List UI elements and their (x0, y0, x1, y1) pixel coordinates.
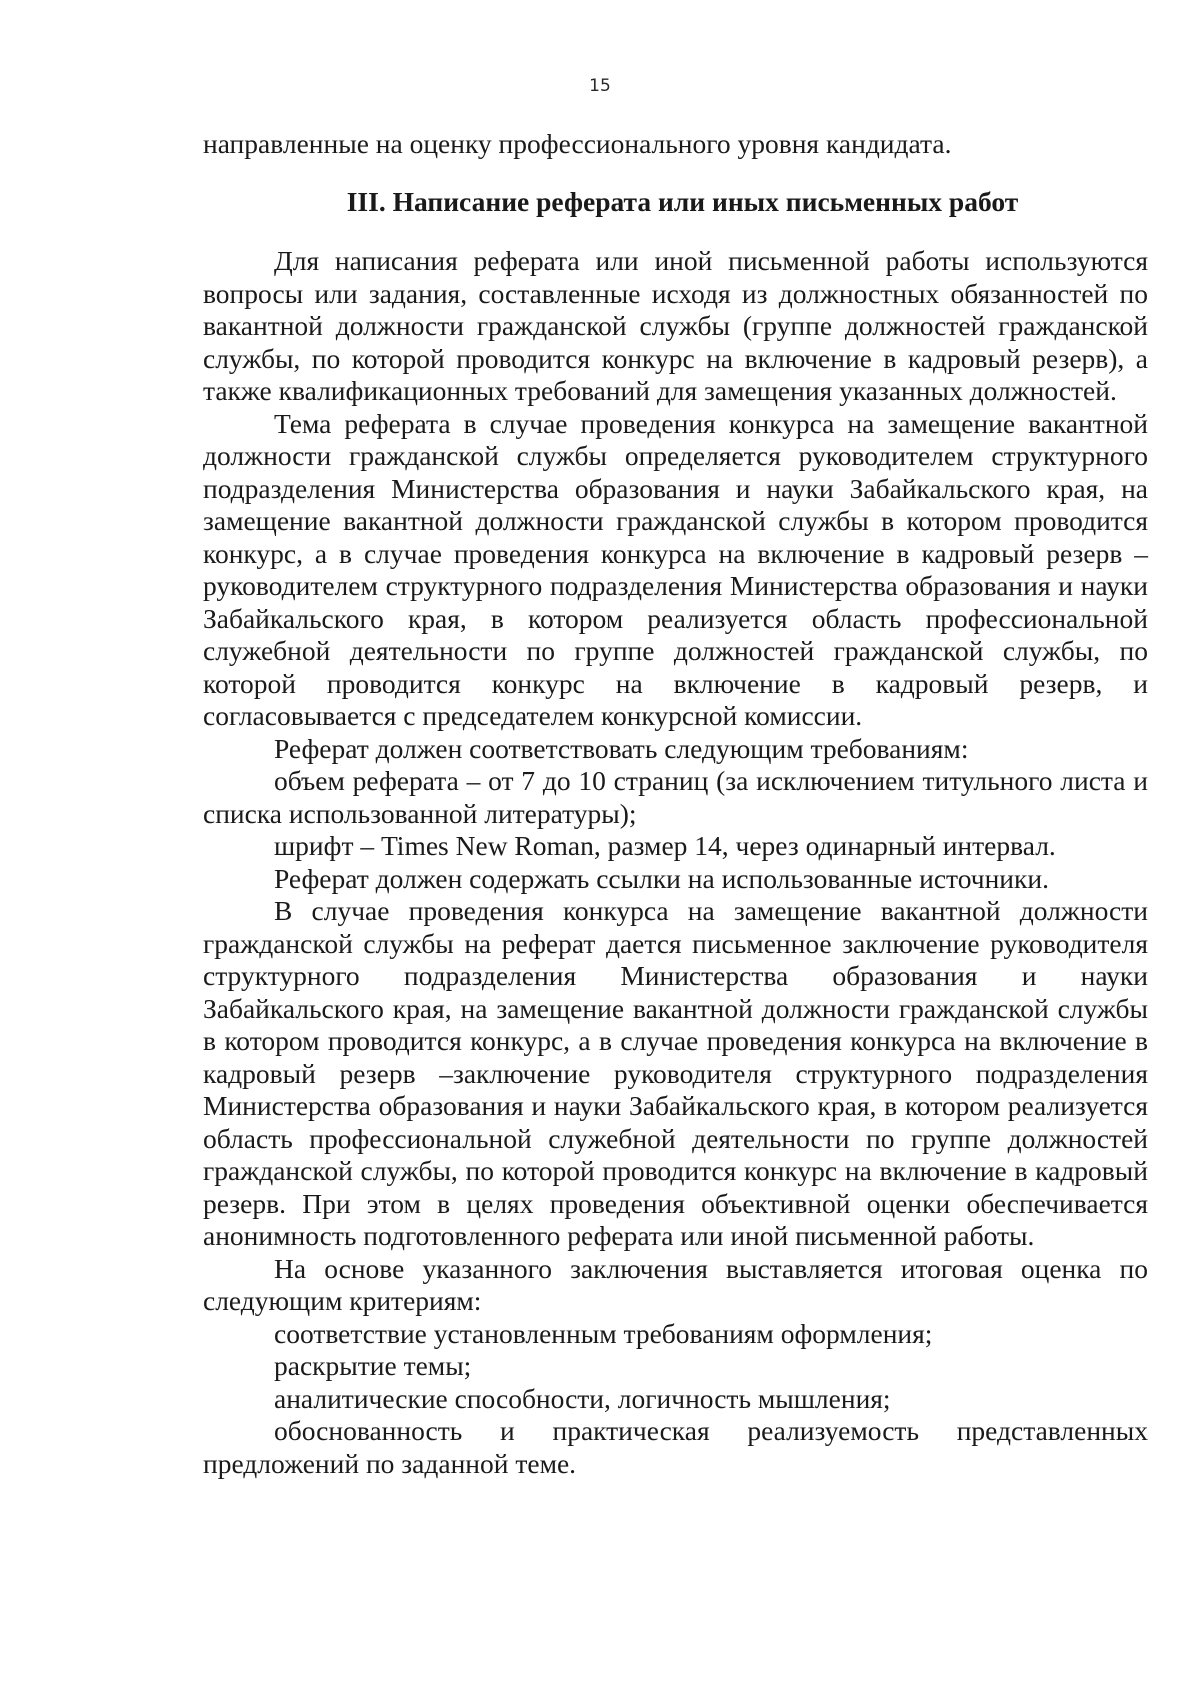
criteria-item: аналитические способности, логичность мышления; (274, 1382, 891, 1414)
paragraph: Для написания реферата или иной письменной работы используются вопросы или задания, составленные исходя из должностных обязанностей по вакантной должности гражданской службы (группе должностей гражданской службы, по которой проводится конкурс на включение в кадровый резерв), а также квалификационных требований для замещения указанных должностей. (203, 245, 1148, 406)
paragraph: Реферат должен соответствовать следующим требованиям: (274, 732, 969, 764)
paragraph: Тема реферата в случае проведения конкурса на замещение вакантной должности гражданской службы определяется руководителем структурного подразделения Министерства образования и науки Забайкальского края, на замещение вакантной должности гражданской службы в котором проводится конкурс, а в случае проведения конкурса на включение в кадровый резерв – руководителем структурного подразделения Министерства образования и науки Забайкальского края, в котором реализуется область профессиональной служебной деятельности по группе должностей гражданской службы, по которой проводится конкурс на включение в кадровый резерв, и согласовывается с председателем конкурсной комиссии. (203, 407, 1148, 731)
criteria-item: соответствие установленным требованиям оформления; (274, 1317, 933, 1349)
criteria-item: раскрытие темы; (274, 1350, 472, 1381)
section-heading: III. Написание реферата или иных письменных работ (346, 185, 1019, 217)
paragraph: На основе указанного заключения выставляется итоговая оценка по следующим критериям: (203, 1252, 1148, 1316)
paragraph: Реферат должен содержать ссылки на использованные источники. (274, 862, 1049, 894)
paragraph: шрифт – Times New Roman, размер 14, через одинарный интервал. (274, 830, 1056, 861)
paragraph: В случае проведения конкурса на замещение вакантной должности гражданской службы на реферат дается письменное заключение руководителя структурного подразделения Министерства образования и науки Забайкальского края, на замещение вакантной должности гражданской службы в котором проводится конкурс, а в случае проведения конкурса на включение в кадровый резерв –заключение руководителя структурного подразделения Министерства образования и науки Забайкальского края, в котором реализуется область профессиональной служебной деятельности по группе должностей гражданской службы, по которой проводится конкурс на включение в кадровый резерв. При этом в целях проведения объективной оценки обеспечивается анонимность подготовленного реферата или иной письменной работы. (203, 895, 1148, 1251)
criteria-item: обоснованность и практическая реализуемость представленных предложений по заданной теме. (203, 1415, 1148, 1479)
continuation-line: направленные на оценку профессионального уровня кандидата. (203, 128, 952, 159)
paragraph: объем реферата – от 7 до 10 страниц (за исключением титульного листа и списка использованной литературы); (203, 765, 1148, 829)
page-number: 15 (589, 76, 611, 96)
document-body (203, 128, 1148, 1480)
